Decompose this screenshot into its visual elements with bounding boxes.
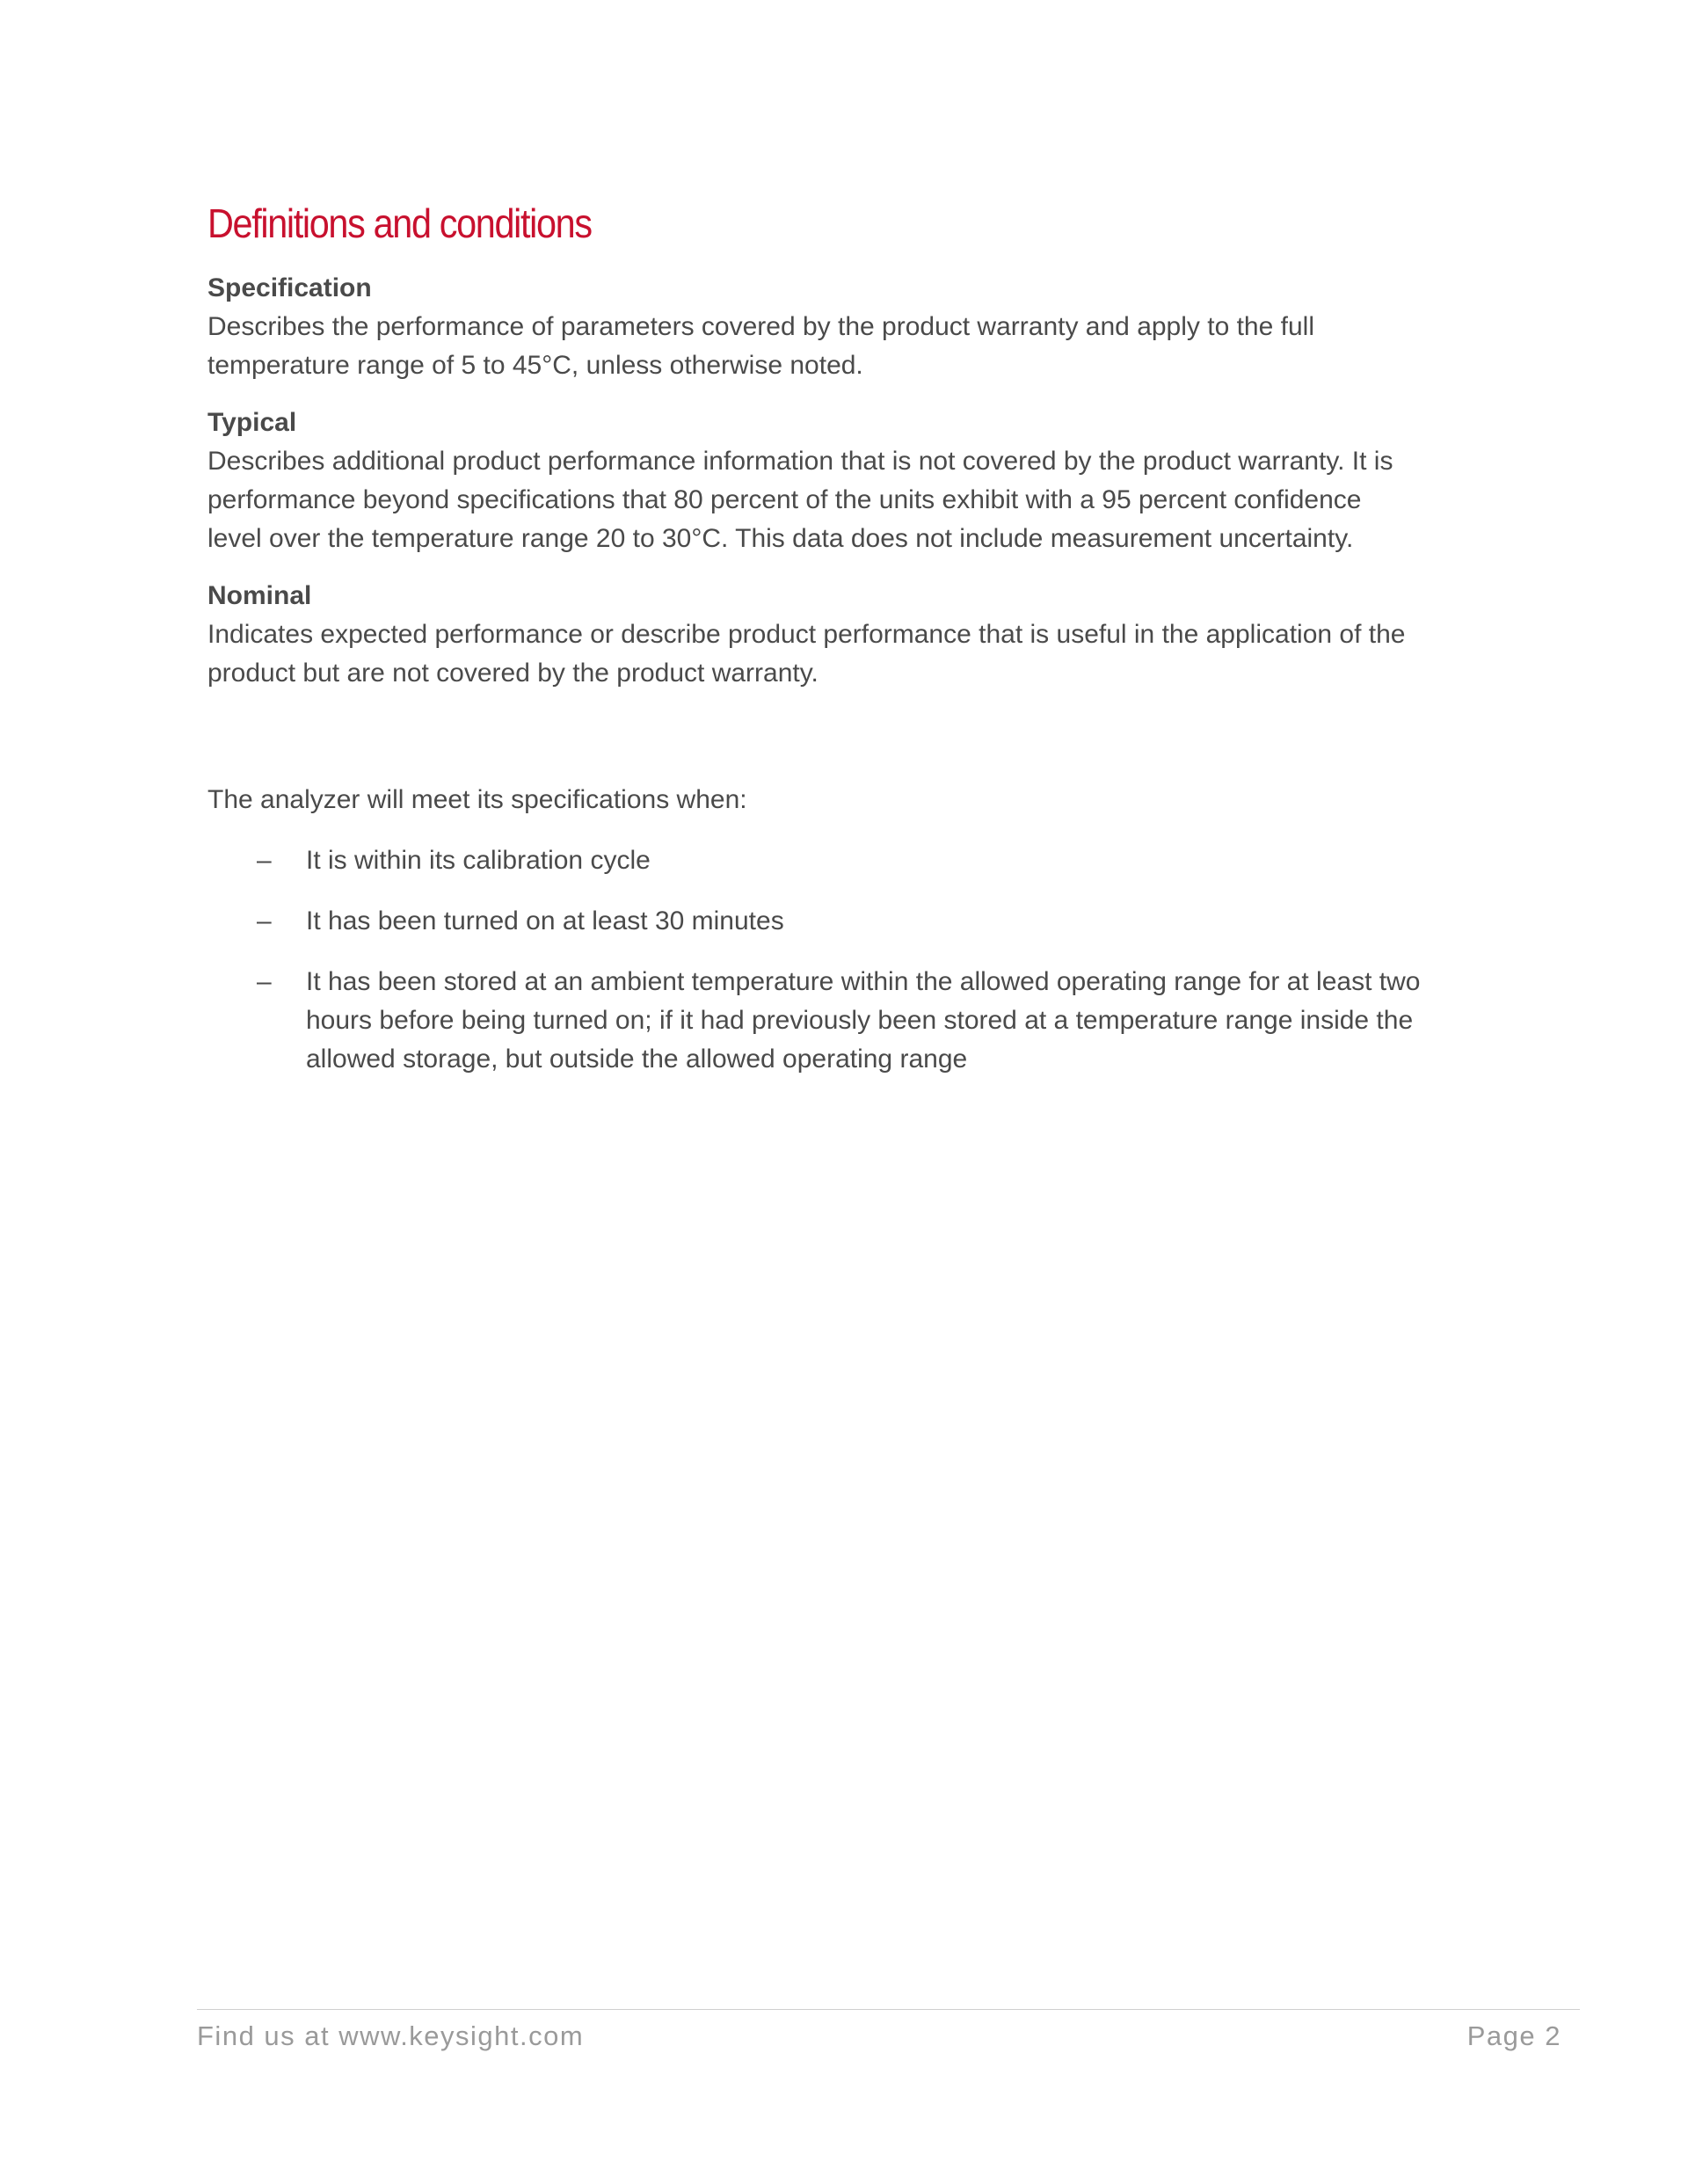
conditions-list — [207, 841, 1491, 1079]
footer-website: Find us at www.keysight.com — [197, 2020, 585, 2051]
description-line: performance beyond specifications that 80 percent of the units exhibit with a 95 percent confidence — [207, 485, 1362, 514]
definition-typical — [207, 404, 1491, 558]
definition-description — [207, 308, 1491, 385]
description-line: Describes additional product performance information that is not covered by the product warranty. It is — [207, 447, 1393, 476]
footer-page-number: Page 2 — [1466, 2020, 1561, 2051]
description-line: Indicates expected performance or describe product performance that is useful in the application of the — [207, 620, 1406, 649]
conditions-intro: The analyzer will meet its specifications when: — [207, 785, 747, 814]
list-item-text: allowed storage, but outside the allowed operating range — [306, 1045, 968, 1074]
page-title: Definitions and conditions — [207, 200, 592, 246]
description-line: Describes the performance of parameters covered by the product warranty and apply to the full — [207, 312, 1314, 341]
list-item-text: It is within its calibration cycle — [306, 846, 651, 875]
list-item — [207, 902, 1491, 941]
footer-divider — [197, 2009, 1580, 2010]
dash-bullet-icon: – — [257, 846, 272, 875]
list-item-text: hours before being turned on; if it had previously been stored at a temperature range inside the — [306, 1006, 1414, 1035]
definition-description — [207, 615, 1491, 693]
description-line: temperature range of 5 to 45°C, unless otherwise noted. — [207, 351, 863, 380]
description-line: level over the temperature range 20 to 30°C. This data does not include measurement uncertainty. — [207, 524, 1354, 553]
definition-term: Nominal — [207, 581, 312, 610]
dash-bullet-icon: – — [257, 906, 272, 935]
conditions-section — [207, 781, 1491, 1101]
list-item — [207, 841, 1491, 880]
definition-specification — [207, 269, 1491, 385]
description-line: product but are not covered by the product warranty. — [207, 659, 819, 688]
dash-bullet-icon: – — [257, 967, 272, 996]
list-item — [207, 963, 1491, 1079]
list-item-text: It has been stored at an ambient temperature within the allowed operating range for at least two — [306, 967, 1421, 996]
definition-nominal — [207, 577, 1491, 693]
definition-term: Typical — [207, 408, 297, 437]
definition-description — [207, 442, 1491, 558]
list-item-text: It has been turned on at least 30 minutes — [306, 906, 784, 935]
definitions-section — [207, 269, 1491, 711]
definition-term: Specification — [207, 273, 372, 302]
